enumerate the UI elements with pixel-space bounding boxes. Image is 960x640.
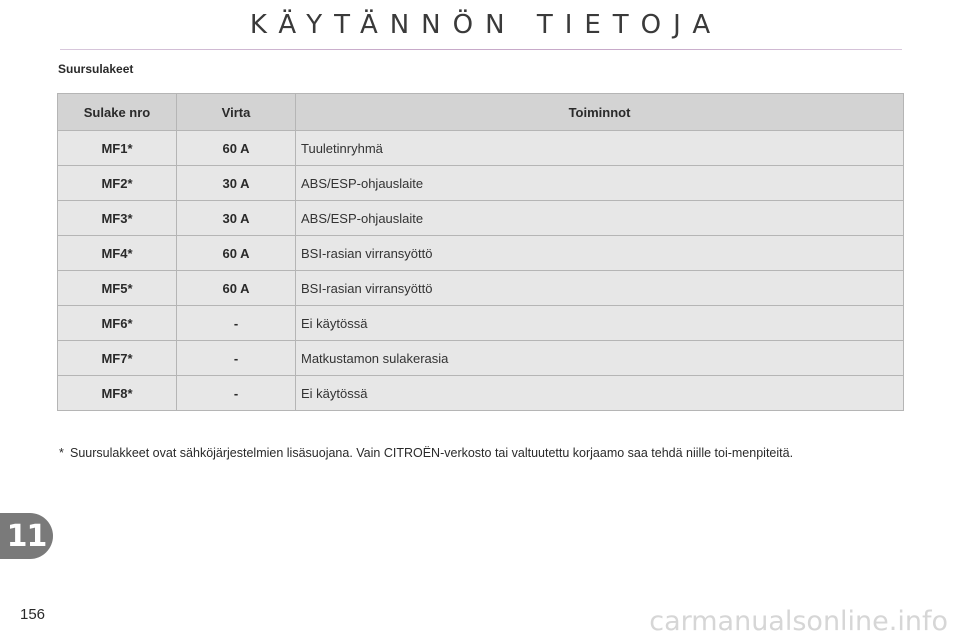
fuse-number: MF8* [58, 376, 177, 411]
fuse-current: - [177, 341, 296, 376]
chapter-tab [0, 513, 53, 559]
chapter-number: 11 [6, 518, 47, 554]
fuse-number: MF6* [58, 306, 177, 341]
fuse-number: MF2* [58, 166, 177, 201]
column-header-toiminnot: Toiminnot [296, 94, 904, 131]
table-row [58, 376, 904, 411]
footnote [59, 446, 906, 461]
fuse-function: Ei käytössä [296, 376, 904, 411]
header-divider [60, 49, 902, 50]
fuse-current: 30 A [177, 201, 296, 236]
fuse-function: ABS/ESP-ohjauslaite [296, 201, 904, 236]
fuse-number: MF5* [58, 271, 177, 306]
table-row [58, 271, 904, 306]
fuse-function: Tuuletinryhmä [296, 131, 904, 166]
fuse-function: BSI-rasian virransyöttö [296, 271, 904, 306]
table-row [58, 201, 904, 236]
fuse-current: - [177, 376, 296, 411]
table-header-row [58, 94, 904, 131]
fuse-current: 60 A [177, 271, 296, 306]
page-title: KÄYTÄNNÖN TIETOJA [249, 10, 723, 40]
table-row [58, 166, 904, 201]
fuse-current: 60 A [177, 236, 296, 271]
footnote-text: Suursulakkeet ovat sähköjärjestelmien lisäsuojana. Vain CITROËN-verkosto tai valtuutettu korjaamo saa tehdä niille toi-menpiteitä. [70, 446, 794, 460]
page-number: 156 [20, 606, 46, 623]
fuse-function: Ei käytössä [296, 306, 904, 341]
fuse-number: MF4* [58, 236, 177, 271]
fuse-number: MF1* [58, 131, 177, 166]
table-row [58, 306, 904, 341]
column-header-nro: Sulake nro [58, 94, 177, 131]
fuse-current: 60 A [177, 131, 296, 166]
column-header-virta: Virta [177, 94, 296, 131]
watermark: carmanualsonline.info [649, 606, 948, 637]
fuse-table [57, 93, 904, 411]
fuse-current: 30 A [177, 166, 296, 201]
fuse-current: - [177, 306, 296, 341]
fuse-function: BSI-rasian virransyöttö [296, 236, 904, 271]
table-row [58, 131, 904, 166]
section-title: Suursulakeet [58, 62, 134, 76]
fuse-number: MF3* [58, 201, 177, 236]
table-row [58, 236, 904, 271]
fuse-function: ABS/ESP-ohjauslaite [296, 166, 904, 201]
fuse-number: MF7* [58, 341, 177, 376]
footnote-marker: * [59, 446, 64, 460]
table-row [58, 341, 904, 376]
fuse-function: Matkustamon sulakerasia [296, 341, 904, 376]
